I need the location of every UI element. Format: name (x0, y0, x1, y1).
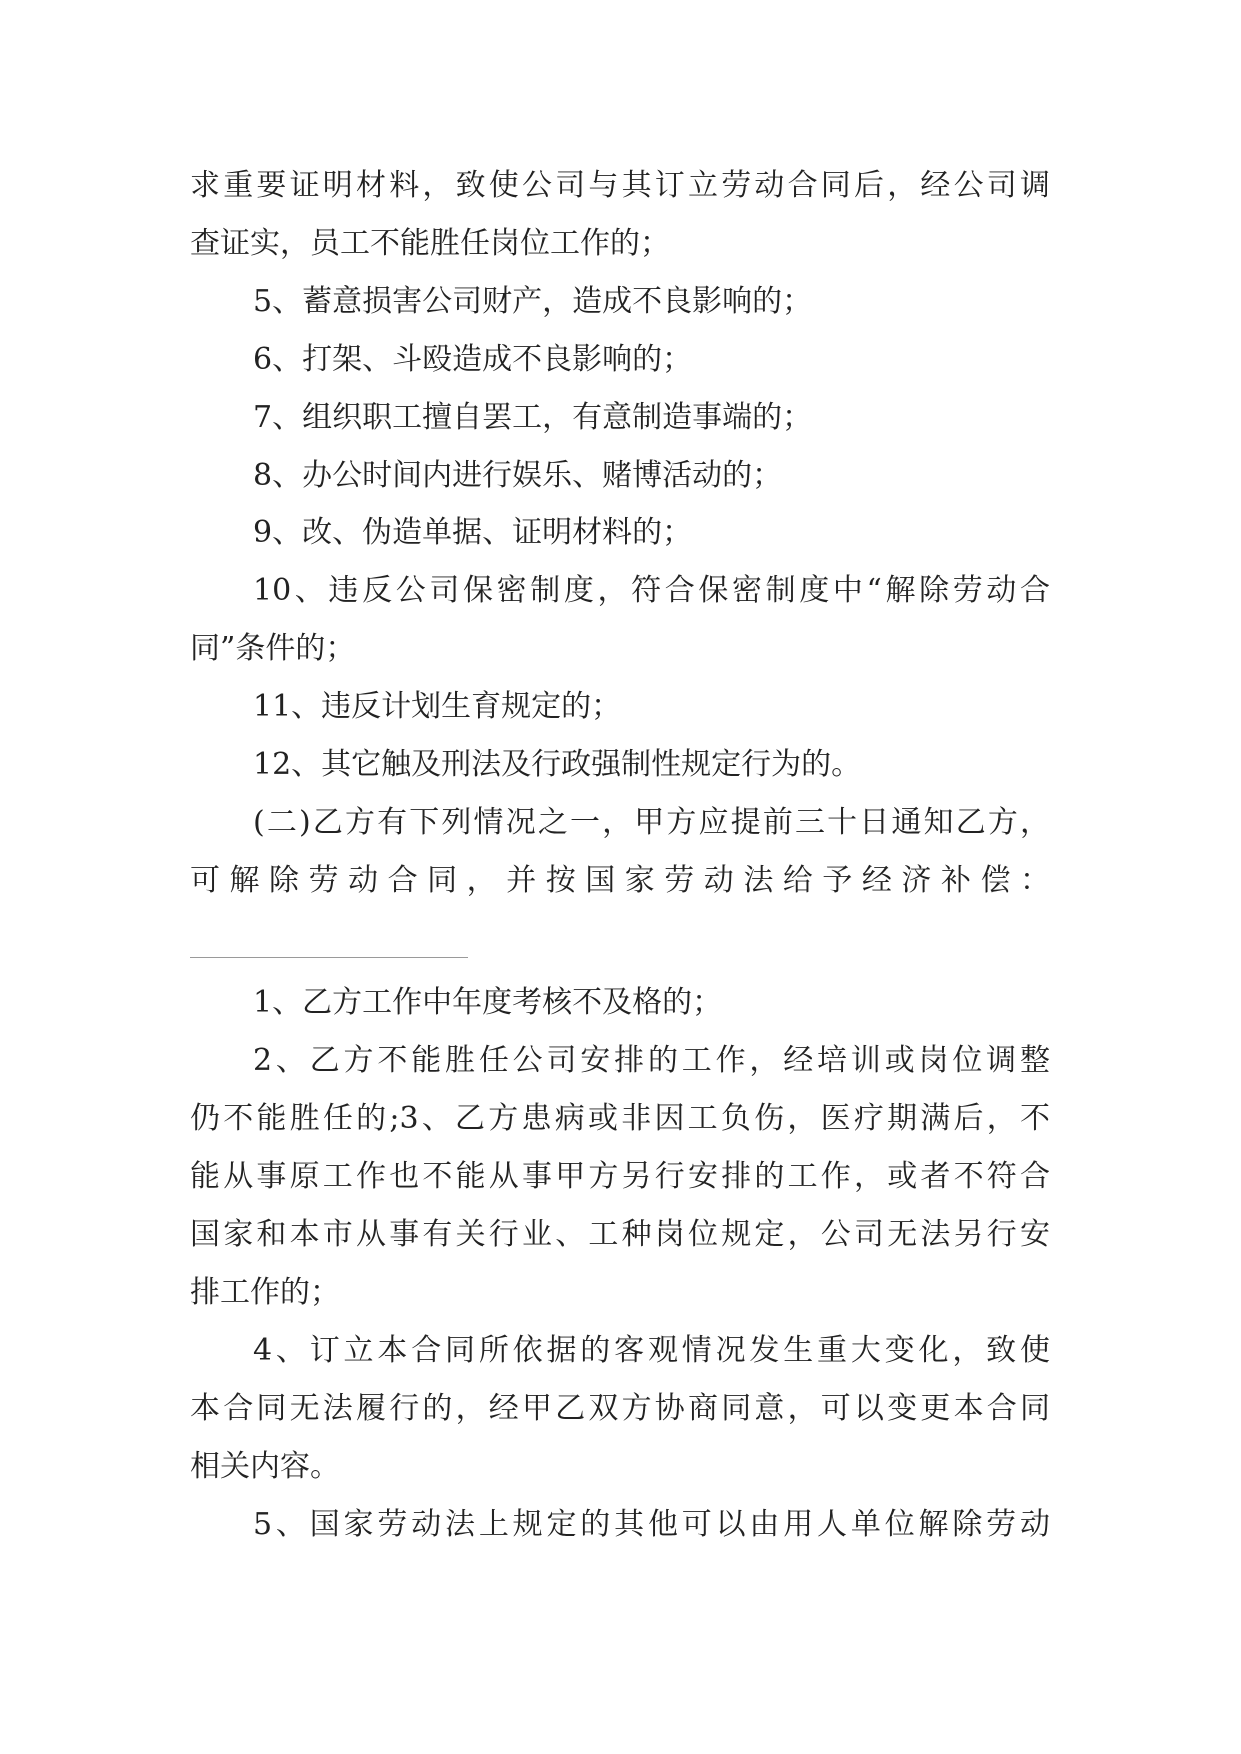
list-item: 9、改、伪造单据、证明材料的； (253, 515, 693, 550)
text-line: 可解除劳动合同，并按国家劳动法给予经济补偿： (190, 863, 1050, 898)
list-item: 7、组织职工擅自罢工，有意制造事端的； (253, 400, 813, 435)
list-item: 12、其它触及刑法及行政强制性规定行为的。 (253, 747, 862, 782)
text-line: 排工作的； (190, 1275, 340, 1310)
text-line: 查证实，员工不能胜任岗位工作的； (190, 226, 670, 261)
text-line: 求重要证明材料，致使公司与其订立劳动合同后，经公司调 (190, 168, 1050, 203)
list-item: 10、违反公司保密制度，符合保密制度中“解除劳动合 (253, 573, 1050, 608)
list-item: 5、国家劳动法上规定的其他可以由用人单位解除劳动 (253, 1507, 1050, 1542)
text-line: 本合同无法履行的，经甲乙双方协商同意，可以变更本合同 (190, 1391, 1050, 1426)
list-item: 4、订立本合同所依据的客观情况发生重大变化，致使 (253, 1333, 1050, 1368)
list-item: 11、违反计划生育规定的； (253, 689, 622, 724)
text-line: 能从事原工作也不能从事甲方另行安排的工作，或者不符合 (190, 1159, 1050, 1194)
text-line: 相关内容。 (190, 1449, 340, 1484)
section-heading: (二)乙方有下列情况之一，甲方应提前三十日通知乙方， (253, 805, 1050, 840)
text-line: 国家和本市从事有关行业、工种岗位规定，公司无法另行安 (190, 1217, 1050, 1252)
separator-line (190, 957, 468, 958)
text-line: 仍不能胜任的;3、乙方患病或非因工负伤，医疗期满后，不 (190, 1101, 1050, 1136)
list-item: 5、蓄意损害公司财产，造成不良影响的； (253, 284, 813, 319)
text-line: 同”条件的； (190, 631, 356, 666)
list-item: 8、办公时间内进行娱乐、赌博活动的； (253, 458, 783, 493)
list-item: 6、打架、斗殴造成不良影响的； (253, 342, 693, 377)
list-item: 1、乙方工作中年度考核不及格的； (253, 985, 723, 1020)
list-item: 2、乙方不能胜任公司安排的工作，经培训或岗位调整 (253, 1043, 1050, 1078)
